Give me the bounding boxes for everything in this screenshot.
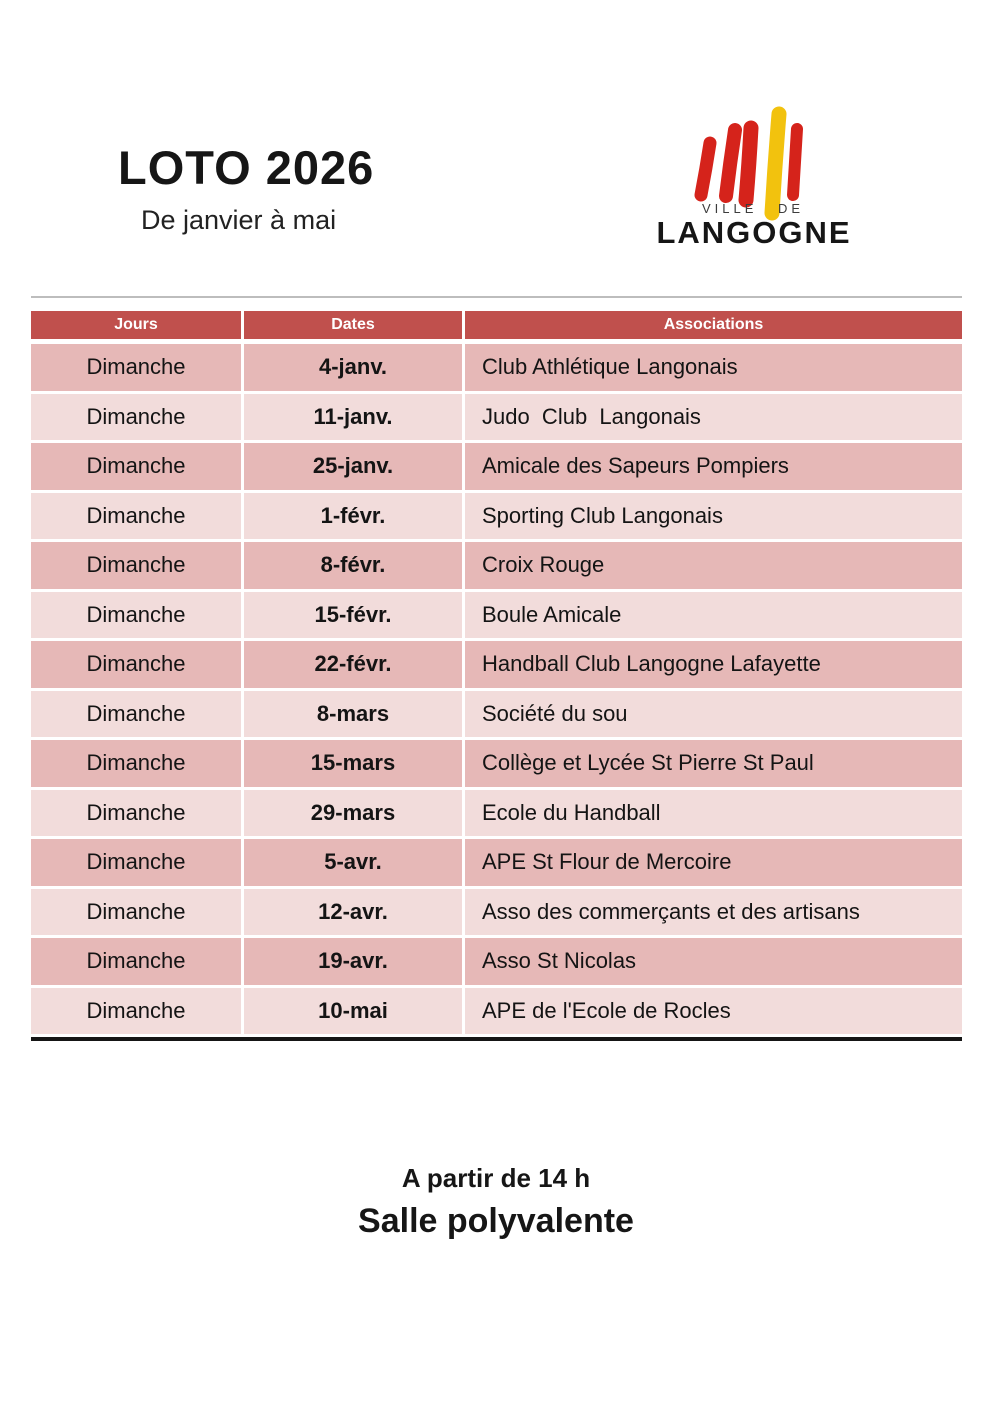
cell-date: 15-mars xyxy=(244,740,465,787)
page-subtitle: De janvier à mai xyxy=(141,205,337,235)
cell-jour: Dimanche xyxy=(31,641,244,688)
table-row xyxy=(31,938,962,988)
cell-association: Croix Rouge xyxy=(465,542,962,589)
logo-ville-text: VILLE xyxy=(702,201,758,216)
start-time-text: A partir de 14 h xyxy=(401,1163,591,1193)
cell-date: 11-janv. xyxy=(244,394,465,441)
ville-de-langogne-logo xyxy=(638,103,870,251)
cell-jour: Dimanche xyxy=(31,542,244,589)
venue-text: Salle polyvalente xyxy=(358,1202,634,1240)
cell-jour: Dimanche xyxy=(31,889,244,936)
cell-date: 15-févr. xyxy=(244,592,465,639)
cell-jour: Dimanche xyxy=(31,839,244,886)
cell-jour: Dimanche xyxy=(31,394,244,441)
cell-date: 5-avr. xyxy=(244,839,465,886)
table-row xyxy=(31,443,962,493)
cell-association: Sporting Club Langonais xyxy=(465,493,962,540)
cell-association: Handball Club Langogne Lafayette xyxy=(465,641,962,688)
loto-schedule-table xyxy=(31,296,962,1041)
cell-association: APE St Flour de Mercoire xyxy=(465,839,962,886)
cell-date: 29-mars xyxy=(244,790,465,837)
table-header-row xyxy=(31,311,962,339)
cell-association: Judo Club Langonais xyxy=(465,394,962,441)
cell-association: Boule Amicale xyxy=(465,592,962,639)
logo-city-name: LANGOGNE xyxy=(656,215,852,250)
table-row xyxy=(31,790,962,840)
cell-jour: Dimanche xyxy=(31,443,244,490)
cell-association: Société du sou xyxy=(465,691,962,738)
table-row xyxy=(31,889,962,939)
logo-de-text: DE xyxy=(778,201,805,216)
cell-jour: Dimanche xyxy=(31,938,244,985)
table-body xyxy=(31,344,962,1037)
table-row xyxy=(31,592,962,642)
cell-jour: Dimanche xyxy=(31,790,244,837)
column-header-associations: Associations xyxy=(465,311,962,339)
cell-date: 1-févr. xyxy=(244,493,465,540)
cell-date: 22-févr. xyxy=(244,641,465,688)
cell-association: APE de l'Ecole de Rocles xyxy=(465,988,962,1035)
table-row xyxy=(31,988,962,1038)
cell-date: 19-avr. xyxy=(244,938,465,985)
cell-jour: Dimanche xyxy=(31,740,244,787)
cell-date: 4-janv. xyxy=(244,344,465,391)
table-top-border xyxy=(31,296,962,298)
cell-association: Asso des commerçants et des artisans xyxy=(465,889,962,936)
cell-jour: Dimanche xyxy=(31,988,244,1035)
footer xyxy=(0,1163,992,1241)
table-row xyxy=(31,493,962,543)
cell-date: 25-janv. xyxy=(244,443,465,490)
cell-jour: Dimanche xyxy=(31,691,244,738)
column-header-dates: Dates xyxy=(244,311,465,339)
column-header-jours: Jours xyxy=(31,311,244,339)
cell-jour: Dimanche xyxy=(31,344,244,391)
cell-jour: Dimanche xyxy=(31,592,244,639)
table-row xyxy=(31,542,962,592)
page-title: LOTO 2026 xyxy=(118,141,375,194)
cell-association: Asso St Nicolas xyxy=(465,938,962,985)
cell-association: Amicale des Sapeurs Pompiers xyxy=(465,443,962,490)
table-row xyxy=(31,839,962,889)
table-row xyxy=(31,394,962,444)
cell-association: Collège et Lycée St Pierre St Paul xyxy=(465,740,962,787)
cell-association: Club Athlétique Langonais xyxy=(465,344,962,391)
cell-association: Ecole du Handball xyxy=(465,790,962,837)
table-bottom-border xyxy=(31,1037,962,1041)
cell-date: 8-mars xyxy=(244,691,465,738)
table-row xyxy=(31,344,962,394)
cell-date: 10-mai xyxy=(244,988,465,1035)
cell-jour: Dimanche xyxy=(31,493,244,540)
table-row xyxy=(31,740,962,790)
table-row xyxy=(31,691,962,741)
title-block xyxy=(118,140,374,236)
table-row xyxy=(31,641,962,691)
cell-date: 12-avr. xyxy=(244,889,465,936)
cell-date: 8-févr. xyxy=(244,542,465,589)
